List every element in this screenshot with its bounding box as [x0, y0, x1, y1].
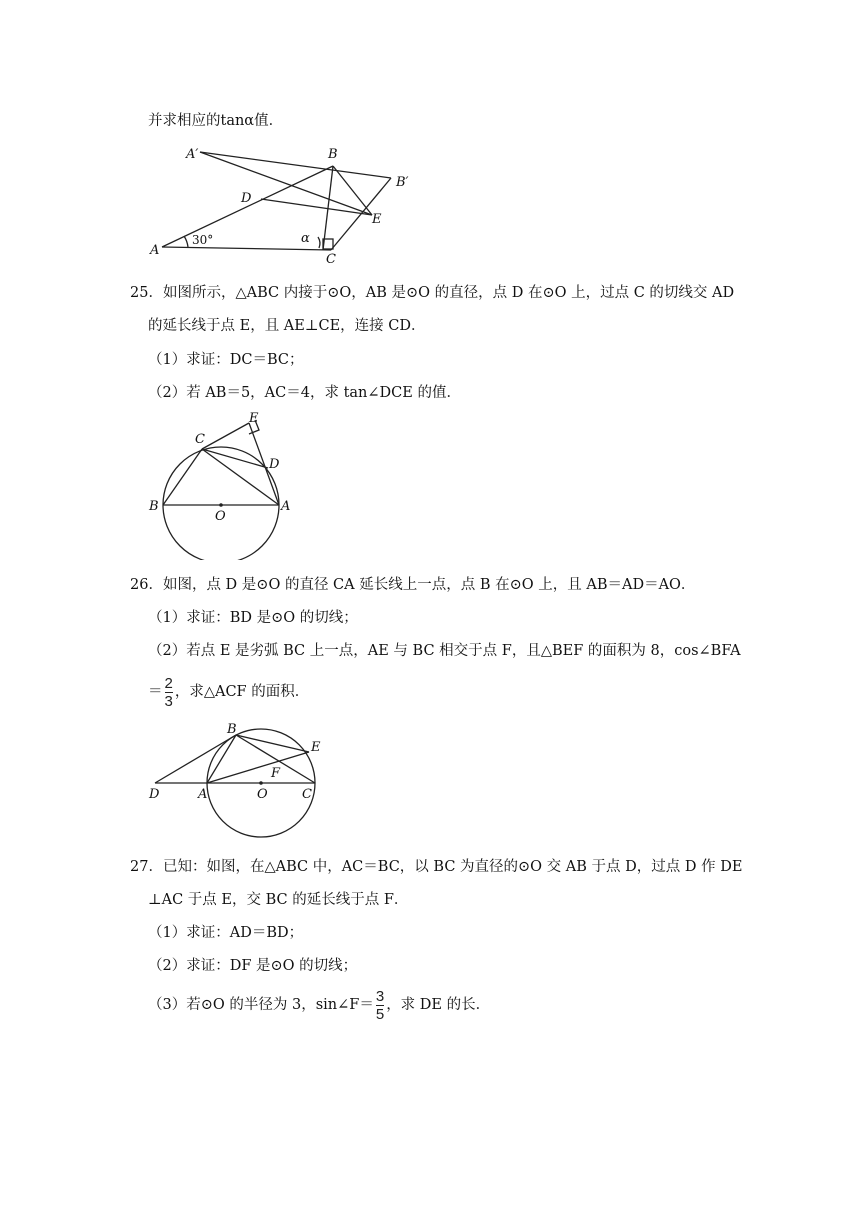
q27-part1: （1）求证：AD＝BD；: [148, 925, 304, 941]
fig25-label-B: B: [149, 499, 159, 514]
q26-frac-den: 3: [164, 692, 173, 710]
q24-tail-text: 并求相应的tanα值．: [148, 113, 284, 129]
q26-part2b: [148, 673, 309, 711]
q26-equals: ＝: [148, 684, 163, 700]
q27-line2: ⊥AC 于点 E，交 BC 的延长线于点 F．: [148, 892, 409, 908]
q25-line2: 的延长线于点 E，且 AE⊥CE，连接 CD．: [148, 318, 426, 334]
fig25-label-D: D: [269, 457, 280, 472]
figure-25: [145, 410, 295, 560]
fig24-label-A: A: [150, 243, 160, 258]
fig24-alpha-label: α: [301, 231, 310, 246]
q26-part1: （1）求证：BD 是⊙O 的切线；: [148, 610, 358, 626]
fig26-label-E: E: [311, 740, 321, 755]
fig24-label-D: D: [241, 191, 252, 206]
fig26-label-F: F: [271, 766, 281, 781]
figure-26: [145, 715, 330, 840]
q27-part3: [148, 986, 490, 1024]
fig24-label-B-prime: B′: [396, 175, 409, 190]
q25-part1: （1）求证：DC＝BC；: [148, 352, 304, 368]
q27-part2: （2）求证：DF 是⊙O 的切线；: [148, 958, 358, 974]
q27-part3-suffix: ，求 DE 的长．: [386, 997, 491, 1013]
fig26-label-B: B: [227, 722, 237, 737]
fig26-label-C: C: [302, 787, 312, 802]
q26-fraction: [165, 676, 173, 709]
q27-fraction: [376, 989, 384, 1022]
fig24-label-B: B: [328, 147, 338, 162]
fig25-label-O: O: [215, 509, 226, 524]
fig25-label-C: C: [195, 432, 205, 447]
fig24-angle-label: 30°: [192, 233, 214, 247]
q25-line1: 25．如图所示，△ABC 内接于⊙O，AB 是⊙O 的直径，点 D 在⊙O 上，过点 C 的切线交 AD: [130, 285, 735, 301]
q27-frac-num: 3: [375, 987, 385, 1005]
q25-part2: （2）若 AB＝5，AC＝4，求 tan∠DCE 的值．: [148, 385, 461, 401]
q26-part2a: （2）若点 E 是劣弧 BC 上一点，AE 与 BC 相交于点 F，且△BEF 的面积为 8，cos∠BFA: [148, 643, 741, 659]
q26-part2b-suffix: ，求△ACF 的面积．: [174, 684, 310, 700]
q26-frac-num: 2: [164, 674, 173, 692]
figure-24: [148, 140, 418, 265]
q27-frac-den: 5: [375, 1005, 385, 1023]
fig24-label-C: C: [326, 252, 336, 265]
q27-part3-prefix: （3）若⊙O 的半径为 3，sin∠F＝: [148, 997, 374, 1013]
fig26-label-O: O: [257, 787, 268, 802]
q27-line1: 27．已知：如图，在△ABC 中，AC＝BC，以 BC 为直径的⊙O 交 AB 于点 D，过点 D 作 DE: [130, 859, 743, 875]
q26-line1: 26．如图，点 D 是⊙O 的直径 CA 延长线上一点，点 B 在⊙O 上，且 AB＝AD＝AO．: [130, 577, 696, 593]
fig26-label-D: D: [149, 787, 160, 802]
fig25-label-E: E: [249, 411, 259, 426]
fig26-label-A: A: [198, 787, 208, 802]
fig24-label-E: E: [372, 212, 382, 227]
fig25-label-A: A: [281, 499, 291, 514]
fig24-label-A-prime: A′: [186, 147, 199, 162]
